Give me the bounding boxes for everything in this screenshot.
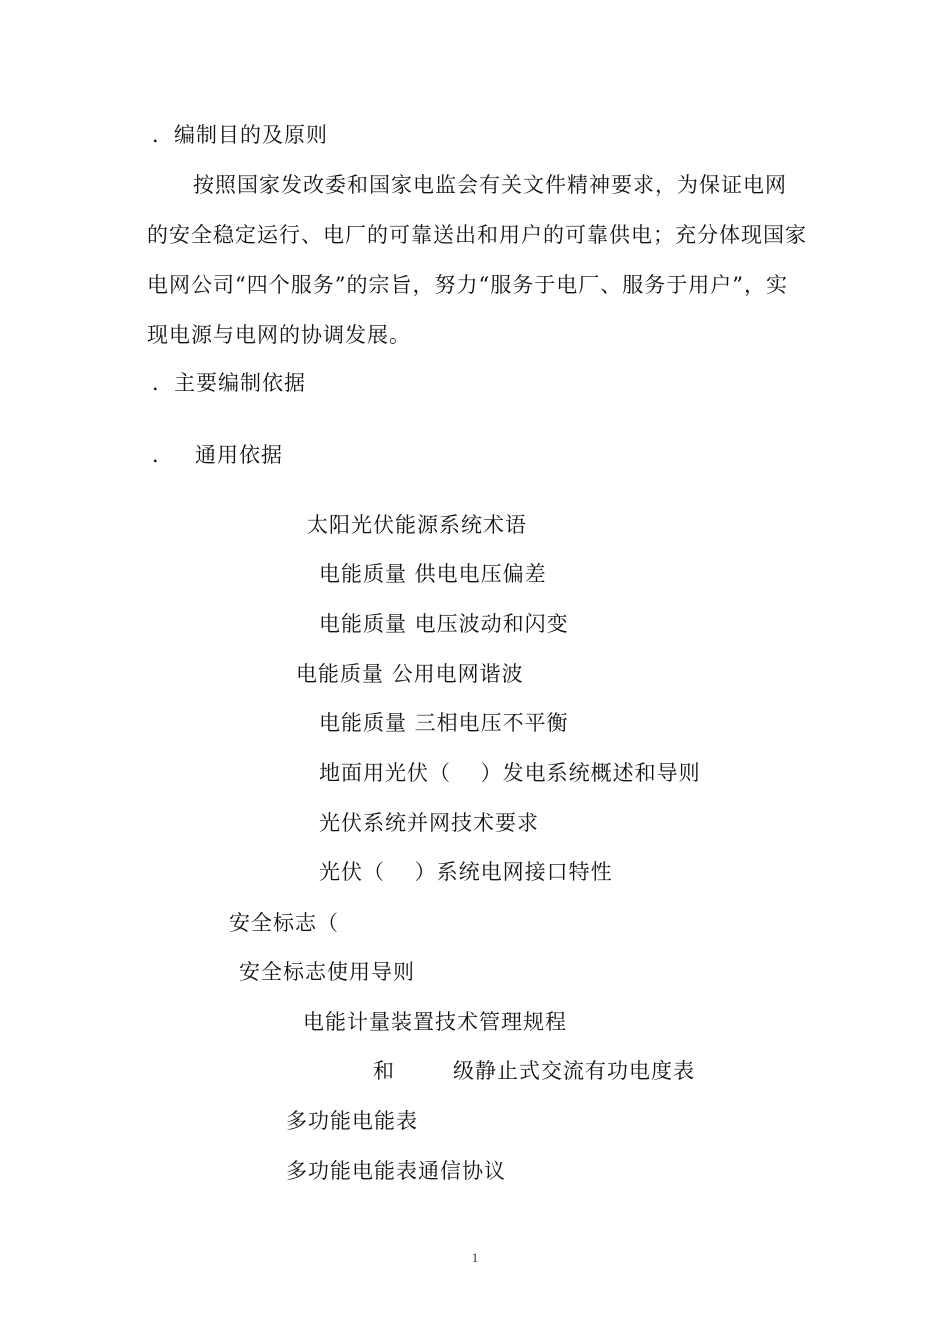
page-number: 1	[471, 1250, 479, 1265]
subsection-heading: 通用依据	[195, 443, 283, 467]
standard-item: 多功能电能表通信协议	[286, 1159, 506, 1183]
section-2-heading: ．主要编制依据	[152, 371, 306, 395]
subsection-prefix: ．	[152, 443, 174, 467]
standard-item-part: 和	[373, 1059, 395, 1083]
standard-item: 光伏系统并网技术要求	[319, 811, 539, 835]
standard-item: 电能质量 供电电压偏差	[319, 562, 547, 586]
standard-item: 电能质量 三相电压不平衡	[319, 711, 569, 735]
standard-item: 光伏（ ）系统电网接口特性	[319, 860, 613, 884]
standard-item-part: 级静止式交流有功电度表	[453, 1059, 695, 1083]
standard-item: 电能质量 公用电网谐波	[296, 662, 524, 686]
standard-item: 地面用光伏（ ）发电系统概述和导则	[319, 761, 701, 785]
section-1-heading: ．编制目的及原则	[152, 123, 328, 147]
standard-item: 安全标志使用导则	[239, 960, 415, 984]
standard-item: 多功能电能表	[286, 1109, 418, 1133]
standard-item: 太阳光伏能源系统术语	[307, 513, 527, 537]
section-1-paragraph: 按照国家发改委和国家电监会有关文件精神要求，为保证电网的安全稳定运行、电厂的可靠送出和用户的可靠供电；充分体现国家电网公司“四个服务”的宗旨，努力“服务于电厂、服务于用户”，实现电源与电网的协调发展。	[147, 173, 807, 347]
standard-item: 电能质量 电压波动和闪变	[319, 612, 569, 636]
standard-item: 安全标志（	[229, 911, 339, 935]
standard-item: 电能计量装置技术管理规程	[303, 1010, 567, 1034]
